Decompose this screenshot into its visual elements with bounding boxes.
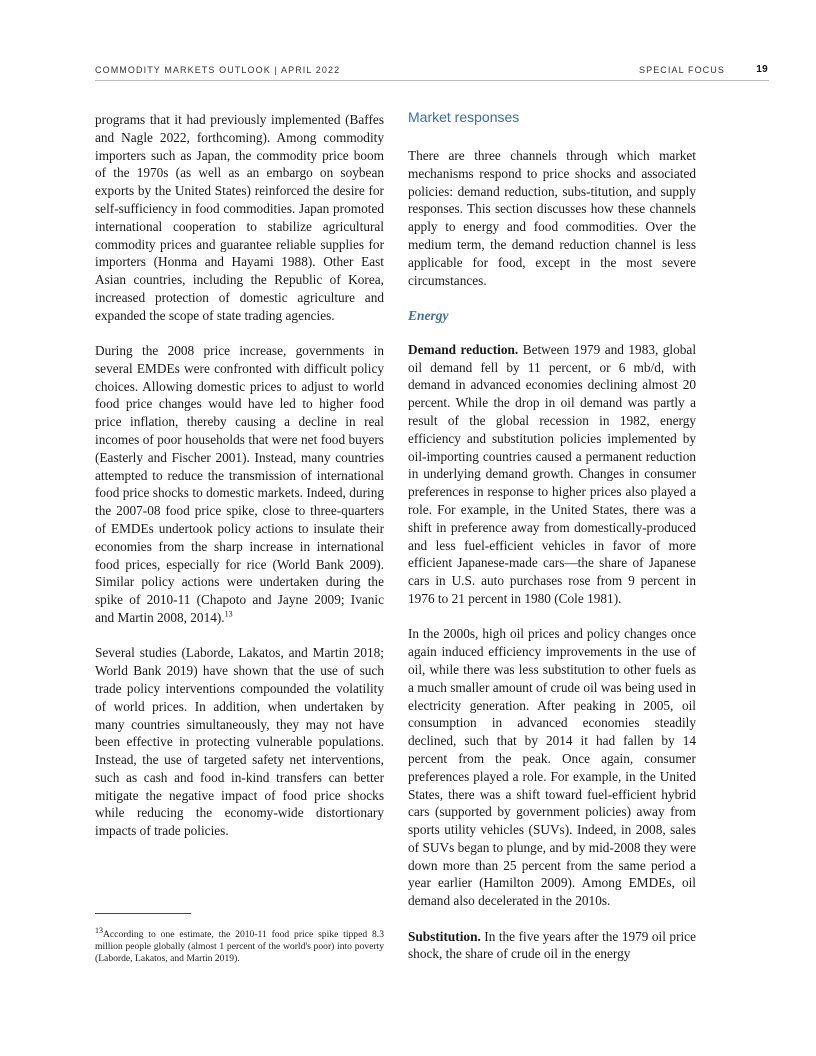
paragraph-substitution [408,928,696,964]
footnote-ref[interactable]: 13 [224,609,233,619]
substitution-text: In the five years after the 1979 oil price shock, the share of crude oil in the energy [408,928,696,962]
footnote-text: According to one estimate, the 2010-11 food price spike tipped 8.3 million people globally (almost 1 percent of the world's poor) into poverty (Laborde, Lakatos, and Martin 2019). [95,929,384,965]
page-number: 19 [756,64,768,75]
right-column [408,108,696,981]
paragraph-market-intro: There are three channels through which market mechanisms respond to price shocks and associated policies: demand reduction, subs-titution, and supply responses. This section discusses how these channels apply to energy and food commodities. Over the medium term, the demand reduction channel is less applicable for food, except in the most severe circumstances. [408,148,696,288]
footnote-divider [95,913,191,914]
publication-title: COMMODITY MARKETS OUTLOOK | APRIL 2022 [95,65,341,75]
substitution-label: Substitution. [408,928,481,944]
paragraph-2008-price-increase [95,342,384,627]
paragraph-demand-reduction [408,341,696,608]
footnote-marker: 13 [95,925,103,935]
paragraph-several-studies: Several studies (Laborde, Lakatos, and Martin 2018; World Bank 2019) have shown that the use of such trade policy interventions compounded the volatility of world prices. In addition, when undertaken by many countries simultaneously, they may not have been effective in protecting vulnerable populations. Instead, the use of targeted safety net interventions, such as cash and food in-kind transfers can better mitigate the negative impact of food price shocks while reducing the economy-wide distortionary impacts of trade policies. [95,645,384,839]
section-label: SPECIAL FOCUS [639,65,725,75]
demand-reduction-text: Between 1979 and 1983, global oil demand fell by 11 percent, or 6 mb/d, with demand in advanced economies declining almost 20 percent. While the drop in oil demand was partly a result of the global recession in 1982, energy efficiency and substitution policies implemented by oil-importing countries caused a permanent reduction in underlying demand growth. Changes in consumer preferences in response to higher prices also played a role. For example, in the United States, there was a shift in preference away from domestically-produced and less fuel-efficient vehicles in favor of more efficient Japanese-made cars—the share of Japanese cars in U.S. auto purchases rose from 9 percent in 1976 to 21 percent in 1980 (Cole 1981). [408,341,697,607]
section-title-market-responses: Market responses [408,109,520,125]
footnote [95,925,384,966]
left-column [95,111,384,858]
paragraph-2008-text: During the 2008 price increase, governments in several EMDEs were confronted with difficult policy choices. Allowing domestic prices to adjust to world food price changes would have led to higher food price inflation, thereby causing a decline in real incomes of poor households that were net food buyers (Easterly and Fischer 2001). Instead, many countries attempted to reduce the transmission of international food price shocks to domestic markets. Indeed, during the 2007-08 food price spike, close to three-quarters of EMDEs undertook policy actions to insulate their economies from the sharp increase in international food prices, especially for rice (World Bank 2009). Similar policy actions were undertaken during the spike of 2010-11 (Chapoto and Jayne 2009; Ivanic and Martin 2008, 2014). [95,343,384,626]
demand-reduction-label: Demand reduction. [408,341,519,357]
running-header [95,64,769,81]
paragraph-programs: programs that it had previously implemented (Baffes and Nagle 2022, forthcoming). Among commodity importers such as Japan, the commodity price boom of the 1970s (as well as an embargo on soybean exports by the United States) reinforced the desire for self-sufficiency in food commodities. Japan promoted international cooperation to stabilize agricultural commodity prices and guarantee reliable supplies for importers (Honma and Hayami 1988). Other East Asian countries, including the Republic of Korea, increased protection of domestic agriculture and expanded the scope of state trading agencies. [95,112,384,323]
subsection-title-energy: Energy [408,307,449,323]
paragraph-2000s: In the 2000s, high oil prices and policy changes once again induced efficiency improvements in the use of oil, while there was less substitution to other fuels as a much smaller amount of crude oil was being used in electricity generation. After peaking in 2005, oil consumption in advanced economies steadily declined, such that by 2014 it had fallen by 14 percent from the peak. Once again, consumer preferences played a role. For example, in the United States, there was a shift toward fuel-efficient hybrid cars (supported by government policies) away from sports utility vehicles (SUVs). Indeed, in 2008, sales of SUVs began to plunge, and by mid-2008 they were down more than 25 percent from the same period a year earlier (Hamilton 2009). Among EMDEs, oil demand also decelerated in the 2010s. [408,626,696,909]
